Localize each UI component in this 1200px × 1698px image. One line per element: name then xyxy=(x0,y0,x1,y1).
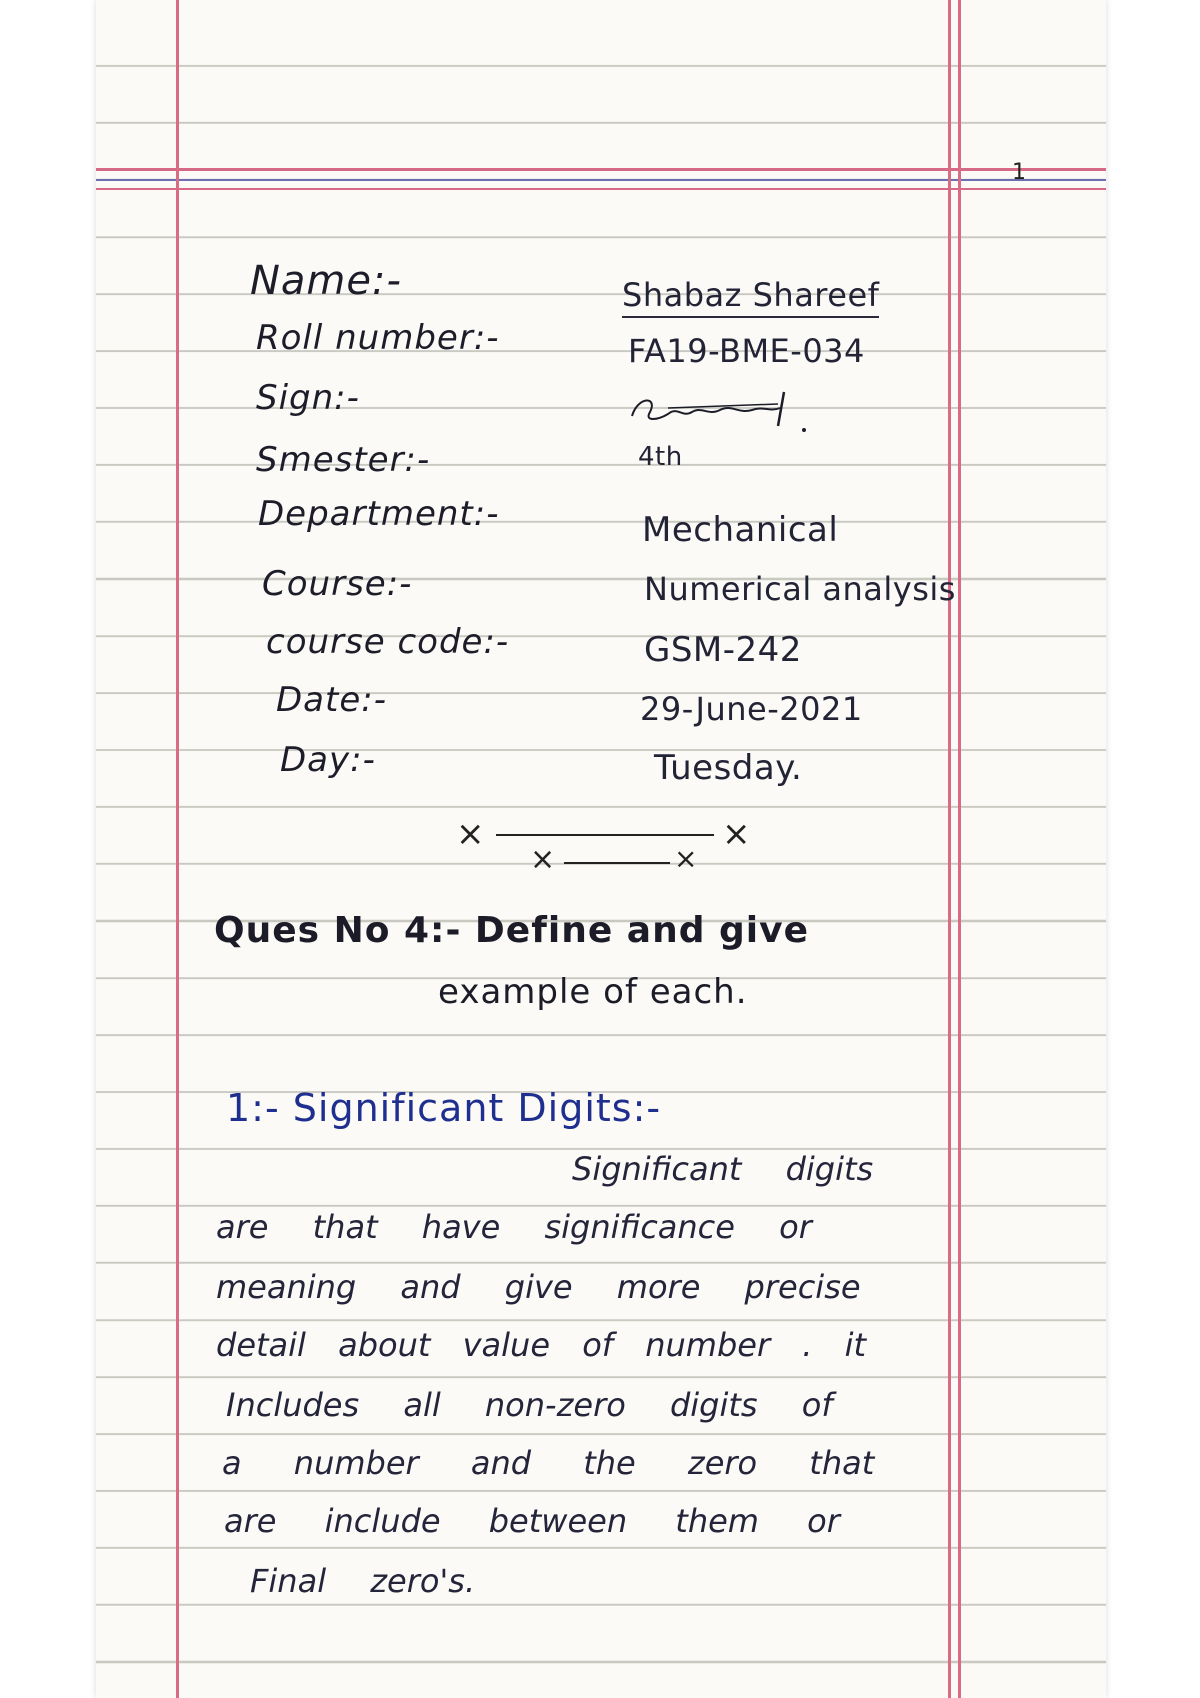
section-heading: 1:- Significant Digits:- xyxy=(226,1086,662,1130)
body-line-6: a number and the zero that xyxy=(222,1444,875,1482)
separator-x-inner-right: × xyxy=(674,842,698,875)
date-label: Date:- xyxy=(276,680,387,720)
question-line-1: Ques No 4:- Define and give xyxy=(214,910,810,951)
department-value: Mechanical xyxy=(642,510,839,550)
separator-x-inner-left: × xyxy=(530,842,556,877)
day-value: Tuesday. xyxy=(654,748,803,788)
body-line-2: are that have significance or xyxy=(216,1208,812,1246)
course-code-value: GSM-242 xyxy=(644,630,802,670)
page-number: 1 xyxy=(1012,160,1026,185)
roll-number-value: FA19-BME-034 xyxy=(628,332,865,370)
roll-number-label: Roll number:- xyxy=(256,318,500,358)
signature xyxy=(628,386,828,432)
name-value: Shabaz Shareef xyxy=(622,276,879,318)
question-line-2: example of each. xyxy=(438,972,748,1012)
semester-value: 4th xyxy=(638,442,683,472)
sign-label: Sign:- xyxy=(256,378,360,418)
course-value: Numerical analysis xyxy=(644,570,956,608)
course-label: Course:- xyxy=(262,564,413,604)
separator-x-right: × xyxy=(722,814,751,854)
left-margin-line xyxy=(176,0,179,1698)
body-line-5: Includes all non-zero digits of xyxy=(226,1386,833,1424)
separator-line-bottom xyxy=(564,862,670,864)
body-line-7: are include between them or xyxy=(224,1502,840,1540)
body-line-4: detail about value of number . it xyxy=(216,1326,867,1364)
body-line-3: meaning and give more precise xyxy=(216,1268,861,1306)
name-label: Name:- xyxy=(250,258,402,304)
course-code-label: course code:- xyxy=(266,622,510,662)
separator-line-top xyxy=(496,834,714,836)
body-line-8: Final zero's. xyxy=(250,1562,476,1600)
separator-x-left: × xyxy=(456,814,485,854)
body-line-1: Significant digits xyxy=(572,1150,874,1188)
semester-label: Smester:- xyxy=(256,440,431,480)
department-label: Department:- xyxy=(258,494,500,534)
header-rule-red xyxy=(96,168,1106,171)
day-label: Day:- xyxy=(280,740,376,780)
header-rule-red-2 xyxy=(96,188,1106,190)
date-value: 29-June-2021 xyxy=(640,690,863,728)
header-rule-blue xyxy=(96,179,1106,181)
